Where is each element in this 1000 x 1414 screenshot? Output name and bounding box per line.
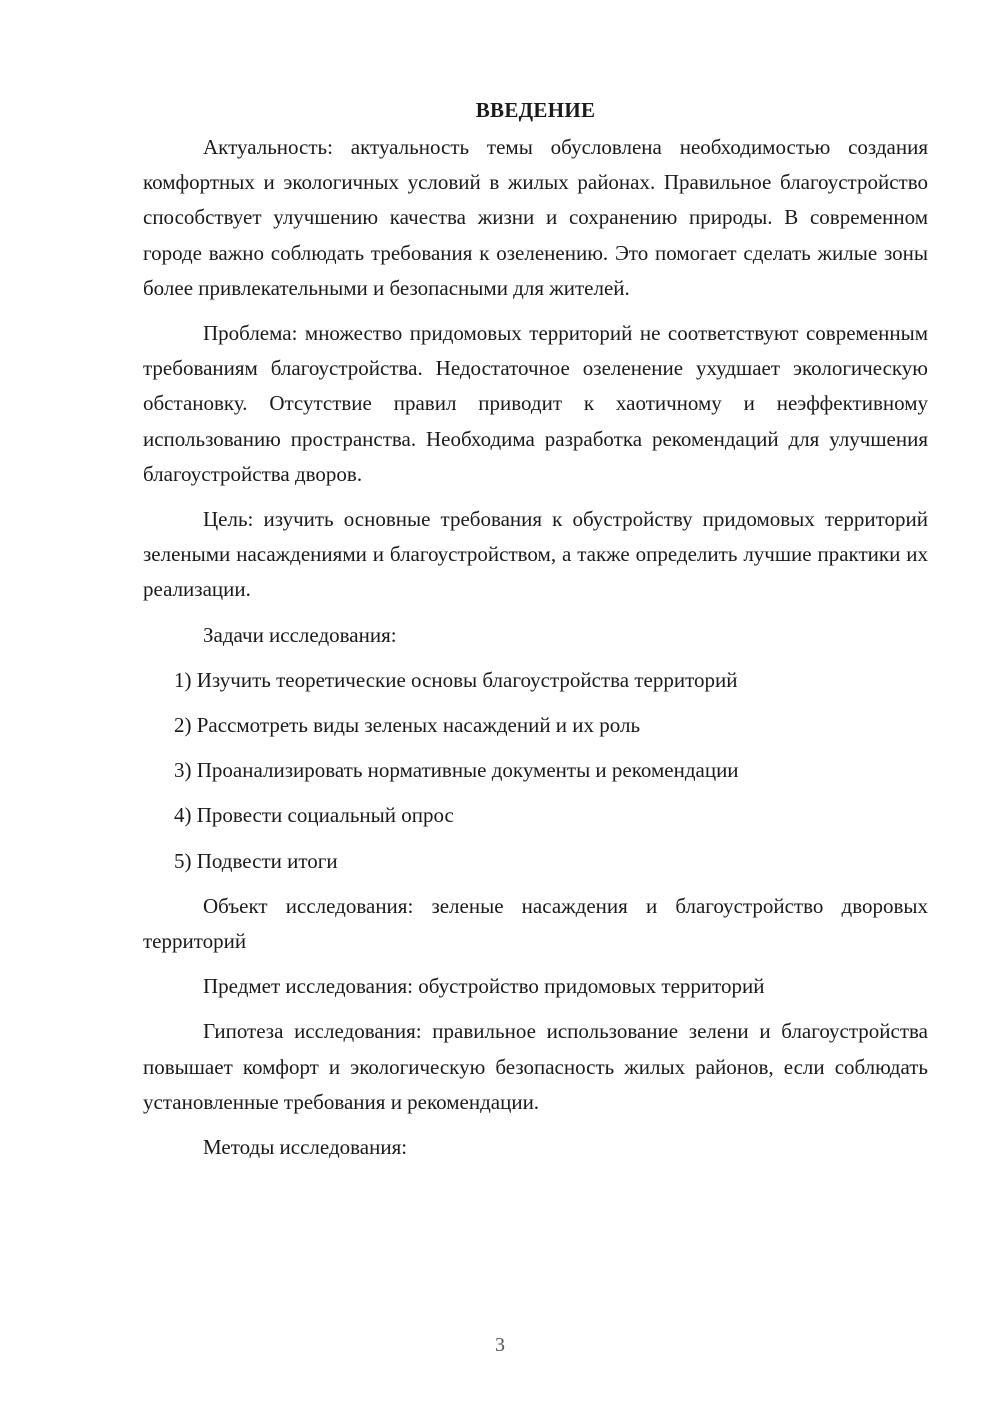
methods-heading: Методы исследования:: [203, 1135, 408, 1160]
list-item: 1) Изучить теоретические основы благоустройства территорий: [174, 667, 738, 692]
list-item: 3) Проанализировать нормативные документы и рекомендации: [174, 758, 739, 783]
document-page: [143, 92, 928, 1175]
page-number: 3: [495, 1334, 505, 1356]
page-title: ВВЕДЕНИЕ: [475, 98, 596, 122]
hypothesis-paragraph: Гипотеза исследования: правильное использование зелени и благоустройства повышает комфорт и экологическую безопасность жилых районов, если соблюдать установленные требования и рекомендации.: [143, 1019, 928, 1114]
problem-paragraph: Проблема: множество придомовых территорий не соответствуют современным требованиям благоустройства. Недостаточное озеленение ухудшает экологическую обстановку. Отсутствие правил приводит к хаотичному и неэффективному использованию пространства. Необходима разработка рекомендаций для улучшения благоустройства дворов.: [143, 321, 928, 486]
object-paragraph: Объект исследования: зеленые насаждения и благоустройство дворовых территорий: [143, 893, 928, 954]
subject-paragraph: Предмет исследования: обустройство придомовых территорий: [203, 974, 765, 999]
list-item: 5) Подвести итоги: [174, 848, 338, 873]
tasks-list: [143, 663, 928, 879]
list-item: 2) Рассмотреть виды зеленых насаждений и их роль: [174, 713, 641, 738]
tasks-heading: Задачи исследования:: [203, 622, 397, 647]
goal-paragraph: Цель: изучить основные требования к обустройству придомовых территорий зелеными насаждениями и благоустройством, а также определить лучшие практики их реализации.: [143, 507, 928, 602]
relevance-paragraph: Актуальность: актуальность темы обусловлена необходимостью создания комфортных и экологичных условий в жилых районах. Правильное благоустройство способствует улучшению качества жизни и сохранению природы. В современном городе важно соблюдать требования к озеленению. Это помогает сделать жилые зоны более привлекательными и безопасными для жителей.: [143, 135, 928, 300]
list-item: 4) Провести социальный опрос: [174, 803, 454, 828]
